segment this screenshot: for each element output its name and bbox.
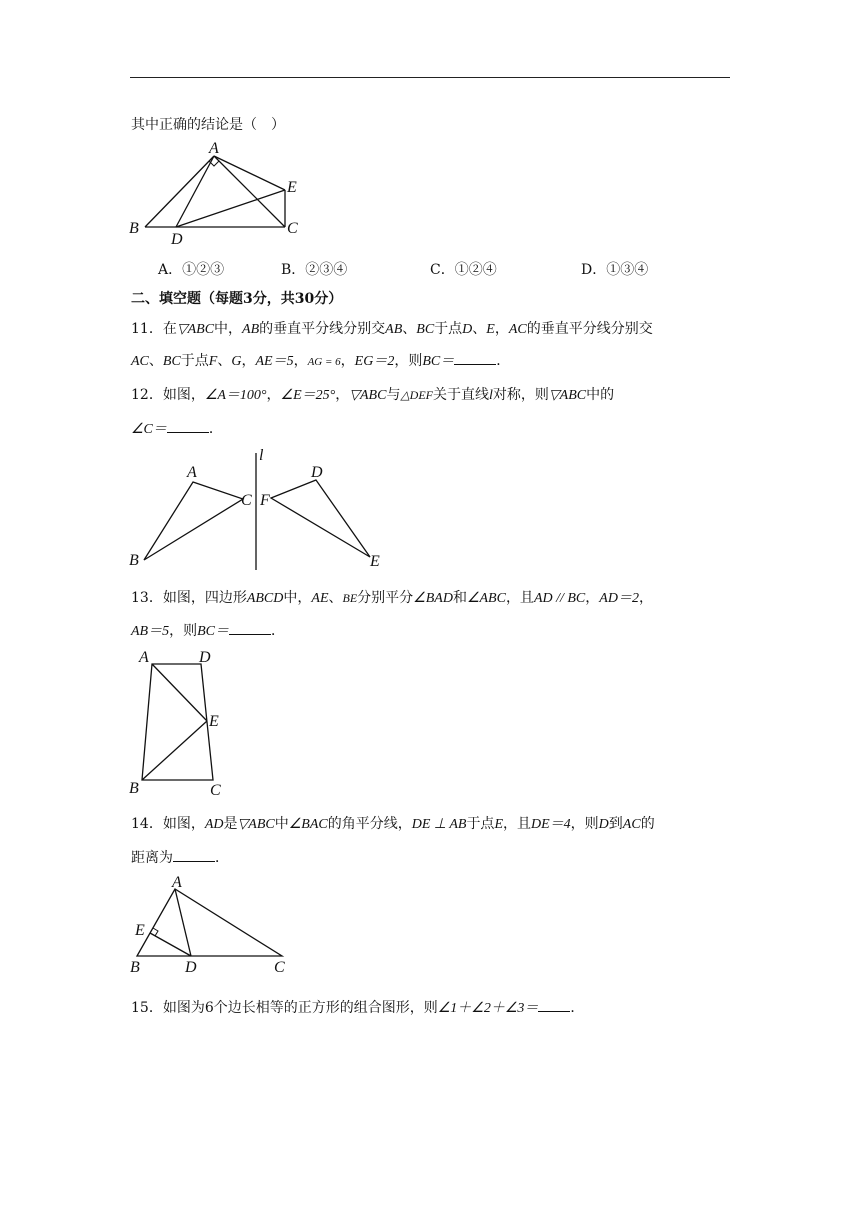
q12-label-c: C [241,492,252,509]
q13-line-2: AB＝5，则BC＝ ． [131,623,285,639]
q12-label-e: E [370,553,380,570]
q13-figure [125,645,235,799]
q10-figure [125,138,310,248]
q14-label-e: E [135,922,145,939]
q11-answer-blank[interactable] [454,352,496,365]
q13-label-e: E [209,713,219,730]
q12-label-f: F [260,492,270,509]
option-d[interactable]: D．①③④ [581,262,649,278]
q13-label-c: C [210,782,221,799]
q12-figure [125,445,395,575]
q12-line-2: ∠C＝ ． [131,421,223,437]
q12-line-1: 12．如图，∠A＝100°，∠E＝25°，▽ABC与△DEF关于直线l对称，则▽ABC中的 [131,387,615,403]
option-c[interactable]: C．①②④ [430,262,497,278]
q10-label-c: C [287,220,298,237]
q13-label-d: D [199,649,211,666]
q12-label-l: l [259,447,264,464]
q14-answer-blank[interactable] [173,849,215,862]
section-heading: 二、填空题（每题3分，共30分） [131,291,343,307]
header-rule [130,77,730,78]
q12-label-d: D [311,464,323,481]
q13-label-a: A [139,649,149,666]
q14-label-d: D [185,959,197,976]
q14-label-a: A [172,874,182,891]
q12-label-b: B [129,552,139,569]
q10-label-a: A [209,140,219,157]
q10-intro: 其中正确的结论是（ ） [131,117,285,133]
q11-line-1: 11．在▽ABC中，AB的垂直平分线分别交AB、BC于点D、E，AC的垂直平分线分别交 [131,321,653,337]
q14-figure [125,872,300,977]
q15-line-1: 15．如图为6个边长相等的正方形的组合图形，则∠1＋∠2＋∠3＝ ． [131,1000,585,1016]
q12-label-a: A [187,464,197,481]
q14-line-2: 距离为 ． [131,850,229,866]
q14-line-1: 14．如图，AD是▽ABC中∠BAC的角平分线，DE ⊥ AB于点E，且DE＝4，则D到AC的 [131,816,655,832]
q10-label-e: E [287,179,297,196]
q11-line-2: AC、BC于点F、G，AE＝5，AG = 6，EG＝2，则BC＝ ． [131,353,511,369]
q14-label-c: C [274,959,285,976]
q13-answer-blank[interactable] [229,622,271,635]
q10-label-d: D [171,231,183,248]
q15-answer-blank[interactable] [538,999,570,1012]
option-a[interactable]: A．①②③ [158,262,225,278]
q13-label-b: B [129,780,139,797]
q10-label-b: B [129,220,139,237]
option-b[interactable]: B．②③④ [281,262,348,278]
q14-label-b: B [130,959,140,976]
q13-line-1: 13．如图，四边形ABCD中，AE、BE分别平分∠BAD和∠ABC，且AD // BC，AD＝2， [131,590,653,606]
q12-answer-blank[interactable] [167,420,209,433]
